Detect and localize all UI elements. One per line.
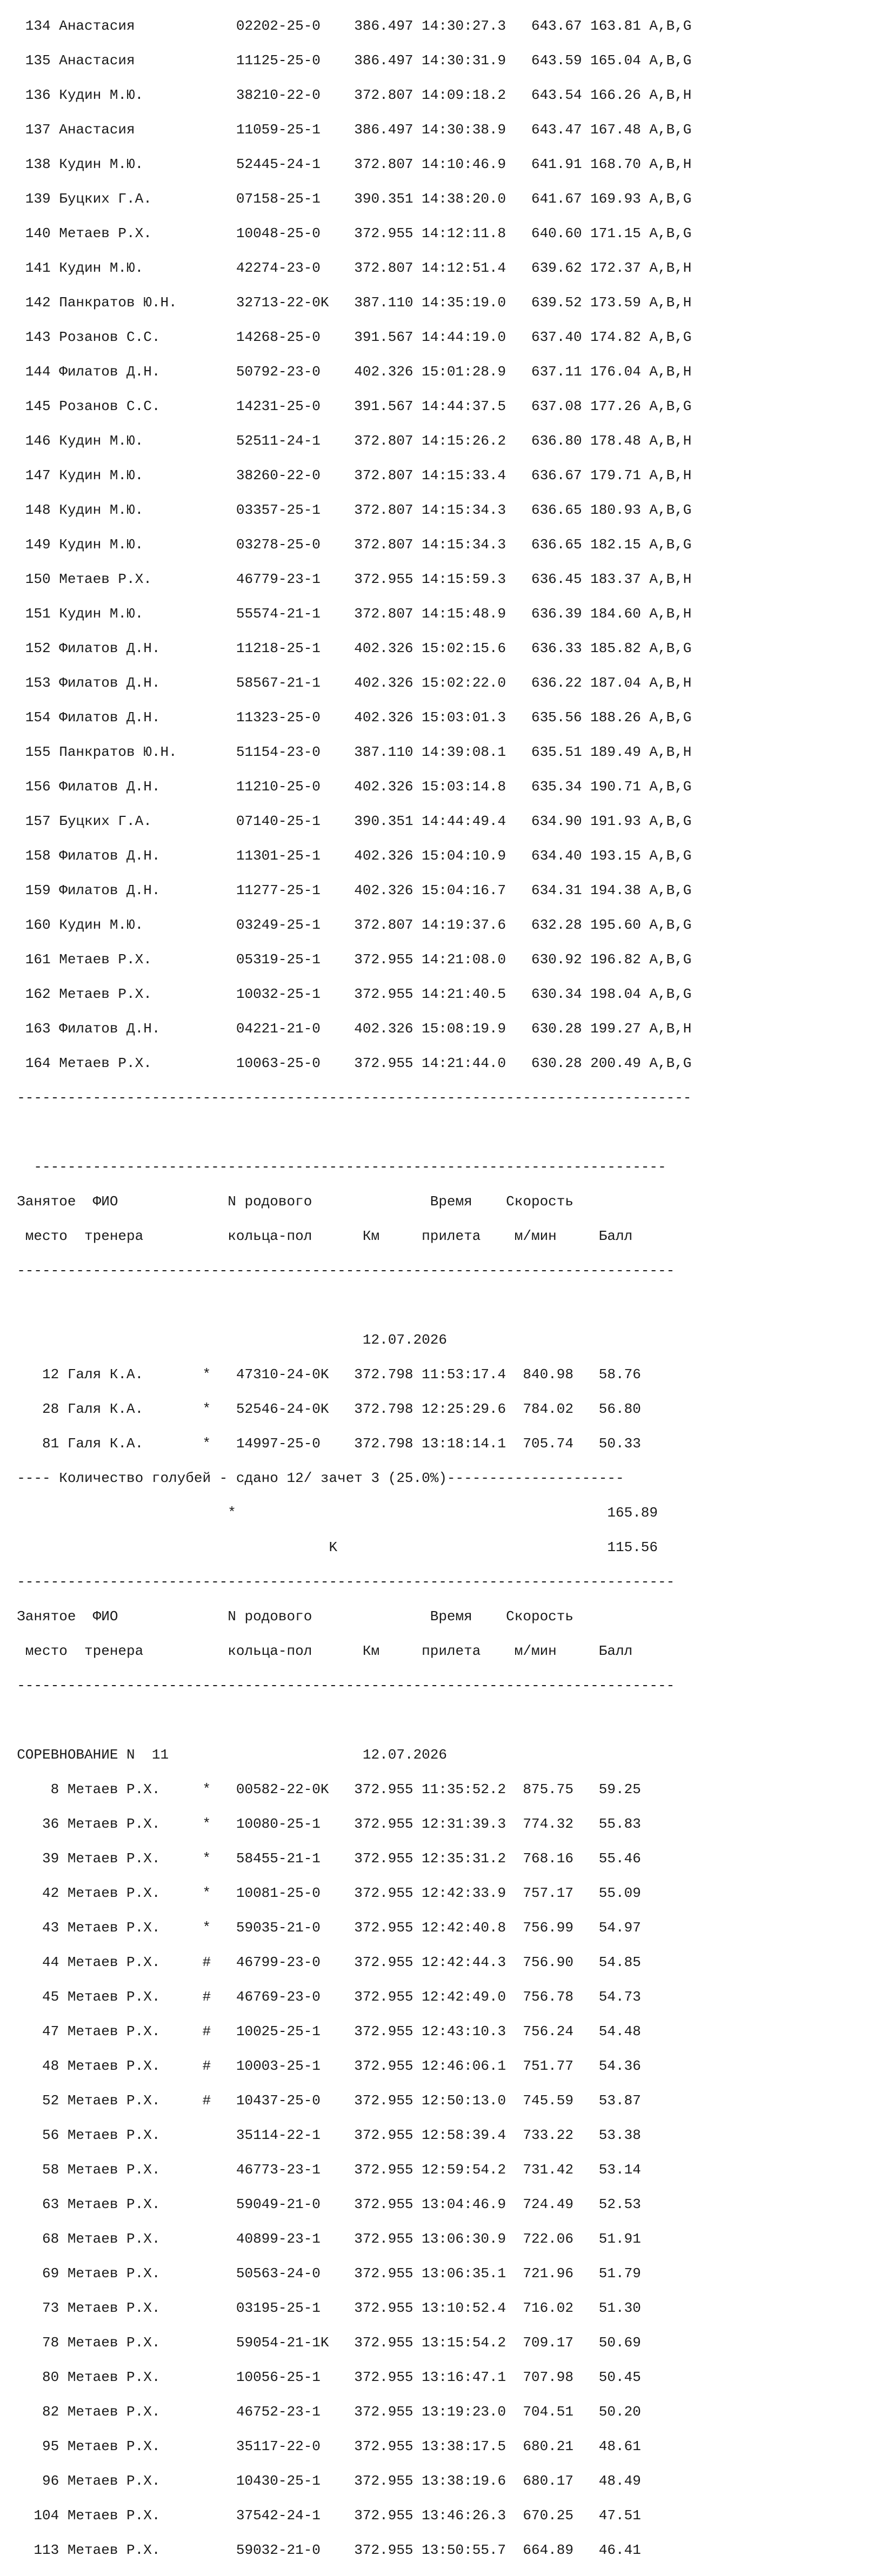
text-line: 149 Кудин М.Ю. 03278-25-0 372.807 14:15:34.3 636.65 182.15 A,B,G [0, 536, 692, 553]
text-line: 48 Метаев Р.Х. # 10003-25-1 372.955 12:46:06.1 751.77 54.36 [0, 2058, 641, 2074]
text-line: 28 Галя К.А. * 52546-24-0K 372.798 12:25:29.6 784.02 56.80 [0, 1401, 641, 1417]
text-line: 68 Метаев Р.Х. 40899-23-1 372.955 13:06:30.9 722.06 51.91 [0, 2231, 641, 2247]
text-line: 42 Метаев Р.Х. * 10081-25-0 372.955 12:42:33.9 757.17 55.09 [0, 1885, 641, 1901]
text-line [0, 1712, 691, 1729]
text-line: 164 Метаев Р.Х. 10063-25-0 372.955 14:21:44.0 630.28 200.49 A,B,G [0, 1055, 692, 1071]
text-line: -------------------------------------------------------------------------------- [0, 1090, 692, 1106]
text-line: 136 Кудин М.Ю. 38210-22-0 372.807 14:09:18.2 643.54 166.26 A,B,H [0, 87, 692, 103]
text-line: место тренера кольца-пол Км прилета м/мин Балл [0, 1228, 633, 1244]
text-line: 56 Метаев Р.Х. 35114-22-1 372.955 12:58:39.4 733.22 53.38 [0, 2127, 641, 2143]
text-line: 134 Анастасия 02202-25-0 386.497 14:30:27.3 643.67 163.81 A,B,G [0, 18, 692, 34]
text-line: 152 Филатов Д.Н. 11218-25-1 402.326 15:02:15.6 636.33 185.82 A,B,G [0, 640, 692, 656]
text-line: --------------------------------------------------------------------------- [0, 1159, 666, 1175]
text-line: 142 Панкратов Ю.Н. 32713-22-0K 387.110 14:35:19.0 639.52 173.59 A,B,H [0, 294, 692, 311]
text-line: 159 Филатов Д.Н. 11277-25-1 402.326 15:04:16.7 634.31 194.38 A,B,G [0, 882, 692, 898]
text-line: 44 Метаев Р.Х. # 46799-23-0 372.955 12:42:44.3 756.90 54.85 [0, 1954, 641, 1970]
text-line: 12.07.2026 [0, 1332, 447, 1348]
text-line: ------------------------------------------------------------------------------ [0, 1574, 675, 1590]
text-line: 163 Филатов Д.Н. 04221-21-0 402.326 15:08:19.9 630.28 199.27 A,B,H [0, 1021, 692, 1037]
text-line: 150 Метаев Р.Х. 46779-23-1 372.955 14:15:59.3 636.45 183.37 A,B,H [0, 571, 692, 587]
text-line: 78 Метаев Р.Х. 59054-21-1K 372.955 13:15:54.2 709.17 50.69 [0, 2335, 641, 2351]
text-line: место тренера кольца-пол Км прилета м/мин Балл [0, 1643, 633, 1659]
text-line: 82 Метаев Р.Х. 46752-23-1 372.955 13:19:23.0 704.51 50.20 [0, 2404, 641, 2420]
text-line: 153 Филатов Д.Н. 58567-21-1 402.326 15:02:22.0 636.22 187.04 A,B,H [0, 675, 692, 691]
text-line: 147 Кудин М.Ю. 38260-22-0 372.807 14:15:33.4 636.67 179.71 A,B,H [0, 467, 692, 484]
text-line: * 165.89 [0, 1505, 658, 1521]
text-line: 140 Метаев Р.Х. 10048-25-0 372.955 14:12:11.8 640.60 171.15 A,B,G [0, 225, 692, 242]
text-line: 141 Кудин М.Ю. 42274-23-0 372.807 14:12:51.4 639.62 172.37 A,B,H [0, 260, 692, 276]
text-line: 151 Кудин М.Ю. 55574-21-1 372.807 14:15:48.9 636.39 184.60 A,B,H [0, 606, 692, 622]
text-line: 162 Метаев Р.Х. 10032-25-1 372.955 14:21:40.5 630.34 198.04 A,B,G [0, 986, 692, 1002]
text-line: 143 Розанов С.С. 14268-25-0 391.567 14:44:19.0 637.40 174.82 A,B,G [0, 329, 692, 345]
text-line: 161 Метаев Р.Х. 05319-25-1 372.955 14:21:08.0 630.92 196.82 A,B,G [0, 951, 692, 968]
text-line: Занятое ФИО N родового Время Скорость [0, 1608, 573, 1625]
text-line: 45 Метаев Р.Х. # 46769-23-0 372.955 12:42:49.0 756.78 54.73 [0, 1989, 641, 2005]
text-line: 135 Анастасия 11125-25-0 386.497 14:30:31.9 643.59 165.04 A,B,G [0, 52, 692, 69]
text-line: 156 Филатов Д.Н. 11210-25-0 402.326 15:03:14.8 635.34 190.71 A,B,G [0, 779, 692, 795]
text-line: 145 Розанов С.С. 14231-25-0 391.567 14:44:37.5 637.08 177.26 A,B,G [0, 398, 692, 414]
text-line: ------------------------------------------------------------------------------ [0, 1263, 675, 1279]
text-line: 154 Филатов Д.Н. 11323-25-0 402.326 15:03:01.3 635.56 188.26 A,B,G [0, 709, 692, 726]
text-line [0, 1124, 691, 1141]
text-line: 155 Панкратов Ю.Н. 51154-23-0 387.110 14:39:08.1 635.51 189.49 A,B,H [0, 744, 692, 760]
text-line: 160 Кудин М.Ю. 03249-25-1 372.807 14:19:37.6 632.28 195.60 A,B,G [0, 917, 692, 933]
text-line: 80 Метаев Р.Х. 10056-25-1 372.955 13:16:47.1 707.98 50.45 [0, 2369, 641, 2385]
text-line: 63 Метаев Р.Х. 59049-21-0 372.955 13:04:46.9 724.49 52.53 [0, 2196, 641, 2212]
text-line: 158 Филатов Д.Н. 11301-25-1 402.326 15:04:10.9 634.40 193.15 A,B,G [0, 848, 692, 864]
text-line: 137 Анастасия 11059-25-1 386.497 14:30:38.9 643.47 167.48 A,B,G [0, 122, 692, 138]
text-line: ---- Количество голубей - сдано 12/ зачет 3 (25.0%)--------------------- [0, 1470, 624, 1486]
text-line: 52 Метаев Р.Х. # 10437-25-0 372.955 12:50:13.0 745.59 53.87 [0, 2092, 641, 2109]
text-line: 157 Буцких Г.А. 07140-25-1 390.351 14:44:49.4 634.90 191.93 A,B,G [0, 813, 692, 829]
text-line: ------------------------------------------------------------------------------ [0, 1678, 675, 1694]
text-line: 104 Метаев Р.Х. 37542-24-1 372.955 13:46:26.3 670.25 47.51 [0, 2507, 641, 2524]
text-line: 96 Метаев Р.Х. 10430-25-1 372.955 13:38:19.6 680.17 48.49 [0, 2473, 641, 2489]
text-line [0, 1297, 691, 1314]
text-line: 43 Метаев Р.Х. * 59035-21-0 372.955 12:42:40.8 756.99 54.97 [0, 1920, 641, 1936]
text-line: K 115.56 [0, 1539, 658, 1555]
text-line: 148 Кудин М.Ю. 03357-25-1 372.807 14:15:34.3 636.65 180.93 A,B,G [0, 502, 692, 518]
text-line: 36 Метаев Р.Х. * 10080-25-1 372.955 12:31:39.3 774.32 55.83 [0, 1816, 641, 1832]
text-line: 8 Метаев Р.Х. * 00582-22-0K 372.955 11:35:52.2 875.75 59.25 [0, 1781, 641, 1797]
text-line: 81 Галя К.А. * 14997-25-0 372.798 13:18:14.1 705.74 50.33 [0, 1435, 641, 1452]
text-line: 73 Метаев Р.Х. 03195-25-1 372.955 13:10:52.4 716.02 51.30 [0, 2300, 641, 2316]
text-line: 12 Галя К.А. * 47310-24-0K 372.798 11:53:17.4 840.98 58.76 [0, 1366, 641, 1383]
text-line: 138 Кудин М.Ю. 52445-24-1 372.807 14:10:46.9 641.91 168.70 A,B,H [0, 156, 692, 172]
text-line: 39 Метаев Р.Х. * 58455-21-1 372.955 12:35:31.2 768.16 55.46 [0, 1850, 641, 1867]
text-line: 144 Филатов Д.Н. 50792-23-0 402.326 15:01:28.9 637.11 176.04 A,B,H [0, 364, 692, 380]
text-line: 113 Метаев Р.Х. 59032-21-0 372.955 13:50:55.7 664.89 46.41 [0, 2542, 641, 2558]
text-line: 139 Буцких Г.А. 07158-25-1 390.351 14:38:20.0 641.67 169.93 A,B,G [0, 191, 692, 207]
text-line: СОРЕВНОВАНИЕ N 11 12.07.2026 [0, 1747, 447, 1763]
text-line: 47 Метаев Р.Х. # 10025-25-1 372.955 12:43:10.3 756.24 54.48 [0, 2023, 641, 2040]
text-line: Занятое ФИО N родового Время Скорость [0, 1193, 573, 1210]
text-line: 58 Метаев Р.Х. 46773-23-1 372.955 12:59:54.2 731.42 53.14 [0, 2162, 641, 2178]
text-line: 95 Метаев Р.Х. 35117-22-0 372.955 13:38:17.5 680.21 48.61 [0, 2438, 641, 2454]
text-line: 146 Кудин М.Ю. 52511-24-1 372.807 14:15:26.2 636.80 178.48 A,B,H [0, 433, 692, 449]
text-line: 69 Метаев Р.Х. 50563-24-0 372.955 13:06:35.1 721.96 51.79 [0, 2265, 641, 2282]
